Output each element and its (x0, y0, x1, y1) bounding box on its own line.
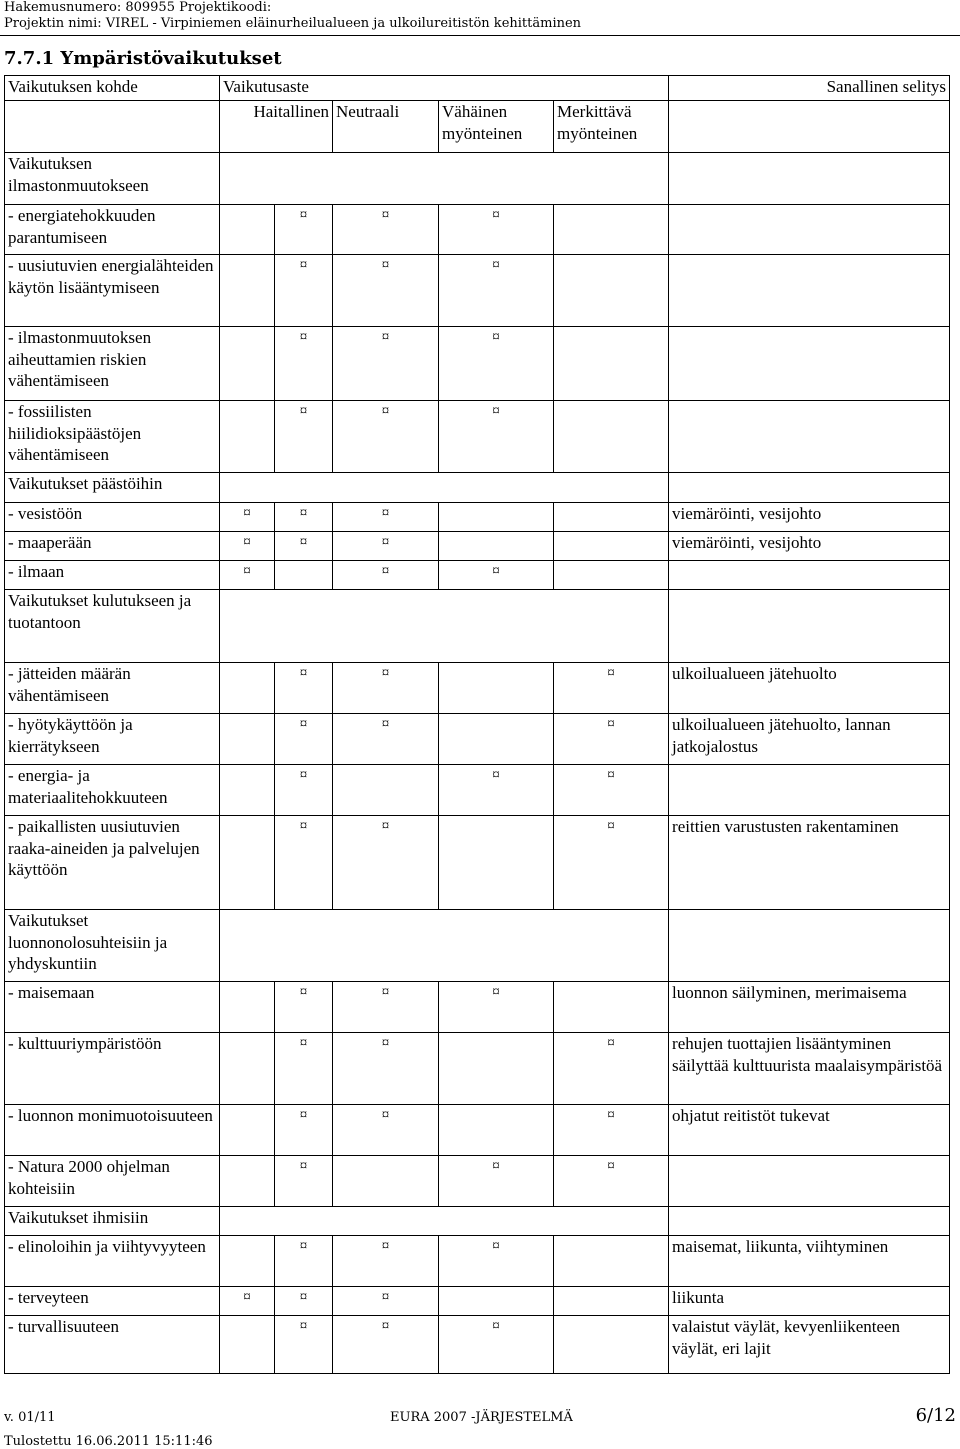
selection-mark: ¤ (439, 982, 554, 1033)
row-label: - vesistöön (5, 503, 220, 532)
row-label: - energiatehokkuuden parantumiseen (5, 205, 220, 255)
selection-mark: ¤ (554, 663, 669, 714)
selection-mark: ¤ (220, 503, 275, 532)
group-desc-blank (669, 153, 950, 205)
selection-mark: ¤ (439, 255, 554, 327)
row-label: - kulttuuriympäristöön (5, 1033, 220, 1105)
mark-cell-empty (220, 1033, 275, 1105)
col-header-degree: Vaikutusaste (220, 76, 669, 101)
col-header-description: Sanallinen selitys (669, 76, 950, 101)
selection-mark: ¤ (333, 205, 439, 255)
row-description (669, 1156, 950, 1207)
selection-mark: ¤ (554, 714, 669, 765)
selection-mark: ¤ (220, 561, 275, 590)
table-row (5, 1316, 950, 1374)
row-description (669, 401, 950, 473)
table-group-row (5, 1207, 950, 1236)
selection-mark: ¤ (439, 205, 554, 255)
table-row (5, 561, 950, 590)
selection-mark: ¤ (275, 205, 333, 255)
row-description: reittien varustusten rakentaminen (669, 816, 950, 910)
section-title: 7.7.1 Ympäristövaikutukset (4, 48, 282, 69)
row-label: - maaperään (5, 532, 220, 561)
table-row (5, 532, 950, 561)
mark-cell-empty (333, 1156, 439, 1207)
selection-mark: ¤ (333, 714, 439, 765)
mark-cell-empty (439, 663, 554, 714)
group-desc-blank (669, 473, 950, 503)
row-description: ohjatut reitistöt tukevat (669, 1105, 950, 1156)
mark-cell-empty (220, 327, 275, 401)
selection-mark: ¤ (220, 532, 275, 561)
selection-mark: ¤ (333, 1287, 439, 1316)
selection-mark: ¤ (333, 327, 439, 401)
selection-mark: ¤ (439, 765, 554, 816)
row-label: - ilmastonmuutoksen aiheuttamien riskien vähentämiseen (5, 327, 220, 401)
group-label: Vaikutukset päästöihin (5, 473, 220, 503)
selection-mark: ¤ (333, 816, 439, 910)
row-description: ulkoilualueen jätehuolto, lannan jatkojalostus (669, 714, 950, 765)
mark-cell-empty (220, 255, 275, 327)
group-label: Vaikutukset kulutukseen ja tuotantoon (5, 590, 220, 663)
table-group-row (5, 910, 950, 982)
row-description: viemäröinti, vesijohto (669, 532, 950, 561)
table-group-row (5, 473, 950, 503)
row-label: - elinoloihin ja viihtyvyyteen (5, 1236, 220, 1287)
group-degree-blank (220, 590, 669, 663)
mark-cell-empty (220, 401, 275, 473)
row-description (669, 255, 950, 327)
row-description (669, 561, 950, 590)
selection-mark: ¤ (333, 663, 439, 714)
table-row (5, 663, 950, 714)
mark-cell-empty (554, 503, 669, 532)
impact-table-wrapper (4, 75, 950, 1374)
group-label: Vaikutuksen ilmastonmuutokseen (5, 153, 220, 205)
footer-page-number: 6/12 (915, 1405, 956, 1426)
selection-mark: ¤ (220, 1287, 275, 1316)
selection-mark: ¤ (275, 714, 333, 765)
mark-cell-empty (275, 561, 333, 590)
table-row (5, 1287, 950, 1316)
subheader-blank-desc (669, 101, 950, 153)
group-label: Vaikutukset ihmisiin (5, 1207, 220, 1236)
subheader-blank (5, 101, 220, 153)
mark-cell-empty (220, 1236, 275, 1287)
mark-cell-empty (439, 714, 554, 765)
row-label: - maisemaan (5, 982, 220, 1033)
row-label: - luonnon monimuotoisuuteen (5, 1105, 220, 1156)
selection-mark: ¤ (275, 532, 333, 561)
mark-cell-empty (220, 205, 275, 255)
group-degree-blank (220, 473, 669, 503)
mark-cell-empty (220, 1105, 275, 1156)
mark-cell-empty (220, 1316, 275, 1374)
footer-printed: Tulostettu 16.06.2011 15:11:46 (4, 1434, 213, 1449)
row-label: - terveyteen (5, 1287, 220, 1316)
mark-cell-empty (439, 532, 554, 561)
selection-mark: ¤ (439, 1236, 554, 1287)
mark-cell-empty (220, 765, 275, 816)
selection-mark: ¤ (275, 327, 333, 401)
row-description: valaistut väylät, kevyenliikenteen väylät, eri lajit (669, 1316, 950, 1374)
selection-mark: ¤ (333, 1105, 439, 1156)
selection-mark: ¤ (439, 561, 554, 590)
selection-mark: ¤ (554, 1105, 669, 1156)
row-label: - fossiilisten hiilidioksipäästöjen vähentämiseen (5, 401, 220, 473)
selection-mark: ¤ (554, 1156, 669, 1207)
subheader-neutral: Neutraali (333, 101, 439, 153)
selection-mark: ¤ (333, 561, 439, 590)
mark-cell-empty (333, 765, 439, 816)
row-description: viemäröinti, vesijohto (669, 503, 950, 532)
selection-mark: ¤ (333, 1236, 439, 1287)
group-degree-blank (220, 153, 669, 205)
table-row (5, 816, 950, 910)
header-line-2: Projektin nimi: VIREL - Virpiniemen eläinurheilualueen ja ulkoilureitistön kehittäminen (4, 16, 582, 31)
row-description (669, 765, 950, 816)
mark-cell-empty (554, 255, 669, 327)
col-header-target: Vaikutuksen kohde (5, 76, 220, 101)
row-description: ulkoilualueen jätehuolto (669, 663, 950, 714)
mark-cell-empty (554, 1316, 669, 1374)
selection-mark: ¤ (333, 532, 439, 561)
table-group-row (5, 153, 950, 205)
selection-mark: ¤ (554, 1033, 669, 1105)
selection-mark: ¤ (275, 1105, 333, 1156)
mark-cell-empty (220, 714, 275, 765)
table-group-row (5, 590, 950, 663)
table-row (5, 1105, 950, 1156)
mark-cell-empty (220, 982, 275, 1033)
group-degree-blank (220, 1207, 669, 1236)
table-row (5, 327, 950, 401)
mark-cell-empty (554, 401, 669, 473)
row-label: - uusiutuvien energialähteiden käytön lisääntymiseen (5, 255, 220, 327)
group-label: Vaikutukset luonnonolosuhteisiin ja yhdyskuntiin (5, 910, 220, 982)
row-description: maisemat, liikunta, viihtyminen (669, 1236, 950, 1287)
table-row (5, 1236, 950, 1287)
mark-cell-empty (220, 816, 275, 910)
footer-version: v. 01/11 (4, 1410, 56, 1425)
selection-mark: ¤ (439, 327, 554, 401)
footer-system: EURA 2007 -JÄRJESTELMÄ (390, 1410, 573, 1425)
selection-mark: ¤ (275, 255, 333, 327)
selection-mark: ¤ (275, 1287, 333, 1316)
header-divider (0, 35, 960, 36)
mark-cell-empty (439, 503, 554, 532)
mark-cell-empty (439, 1287, 554, 1316)
table-row (5, 401, 950, 473)
selection-mark: ¤ (333, 982, 439, 1033)
selection-mark: ¤ (275, 816, 333, 910)
subheader-minor-positive: Vähäinen myönteinen (439, 101, 554, 153)
header-line-1: Hakemusnumero: 809955 Projektikoodi: (4, 0, 272, 15)
mark-cell-empty (439, 816, 554, 910)
selection-mark: ¤ (554, 816, 669, 910)
row-label: - Natura 2000 ohjelman kohteisiin (5, 1156, 220, 1207)
row-label: - turvallisuuteen (5, 1316, 220, 1374)
table-row (5, 982, 950, 1033)
mark-cell-empty (554, 205, 669, 255)
selection-mark: ¤ (439, 1156, 554, 1207)
group-degree-blank (220, 910, 669, 982)
mark-cell-empty (554, 982, 669, 1033)
subheader-harmful: Haitallinen (220, 101, 333, 153)
row-description: luonnon säilyminen, merimaisema (669, 982, 950, 1033)
selection-mark: ¤ (554, 765, 669, 816)
impact-table-body (5, 153, 950, 1374)
selection-mark: ¤ (275, 1316, 333, 1374)
mark-cell-empty (439, 1033, 554, 1105)
selection-mark: ¤ (275, 765, 333, 816)
row-description (669, 205, 950, 255)
row-description: rehujen tuottajien lisääntyminen säilyttää kulttuurista maalaisympäristöä (669, 1033, 950, 1105)
selection-mark: ¤ (275, 982, 333, 1033)
table-row (5, 1156, 950, 1207)
group-desc-blank (669, 590, 950, 663)
subheader-significant-positive: Merkittävä myönteinen (554, 101, 669, 153)
selection-mark: ¤ (275, 663, 333, 714)
row-description: liikunta (669, 1287, 950, 1316)
selection-mark: ¤ (333, 255, 439, 327)
mark-cell-empty (554, 561, 669, 590)
table-row (5, 714, 950, 765)
row-label: - ilmaan (5, 561, 220, 590)
mark-cell-empty (554, 327, 669, 401)
mark-cell-empty (554, 1287, 669, 1316)
mark-cell-empty (220, 1156, 275, 1207)
selection-mark: ¤ (333, 503, 439, 532)
selection-mark: ¤ (275, 1236, 333, 1287)
table-row (5, 1033, 950, 1105)
selection-mark: ¤ (275, 1033, 333, 1105)
row-label: - paikallisten uusiutuvien raaka-aineiden ja palvelujen käyttöön (5, 816, 220, 910)
row-label: - hyötykäyttöön ja kierrätykseen (5, 714, 220, 765)
selection-mark: ¤ (275, 401, 333, 473)
group-desc-blank (669, 910, 950, 982)
row-label: - energia- ja materiaalitehokkuuteen (5, 765, 220, 816)
selection-mark: ¤ (439, 1316, 554, 1374)
selection-mark: ¤ (333, 401, 439, 473)
group-desc-blank (669, 1207, 950, 1236)
selection-mark: ¤ (439, 401, 554, 473)
mark-cell-empty (220, 663, 275, 714)
selection-mark: ¤ (333, 1316, 439, 1374)
table-row (5, 255, 950, 327)
mark-cell-empty (439, 1105, 554, 1156)
table-row (5, 503, 950, 532)
mark-cell-empty (554, 532, 669, 561)
selection-mark: ¤ (275, 1156, 333, 1207)
selection-mark: ¤ (275, 503, 333, 532)
selection-mark: ¤ (333, 1033, 439, 1105)
impact-table (4, 75, 950, 1374)
mark-cell-empty (554, 1236, 669, 1287)
table-row (5, 765, 950, 816)
row-label: - jätteiden määrän vähentämiseen (5, 663, 220, 714)
row-description (669, 327, 950, 401)
table-row (5, 205, 950, 255)
